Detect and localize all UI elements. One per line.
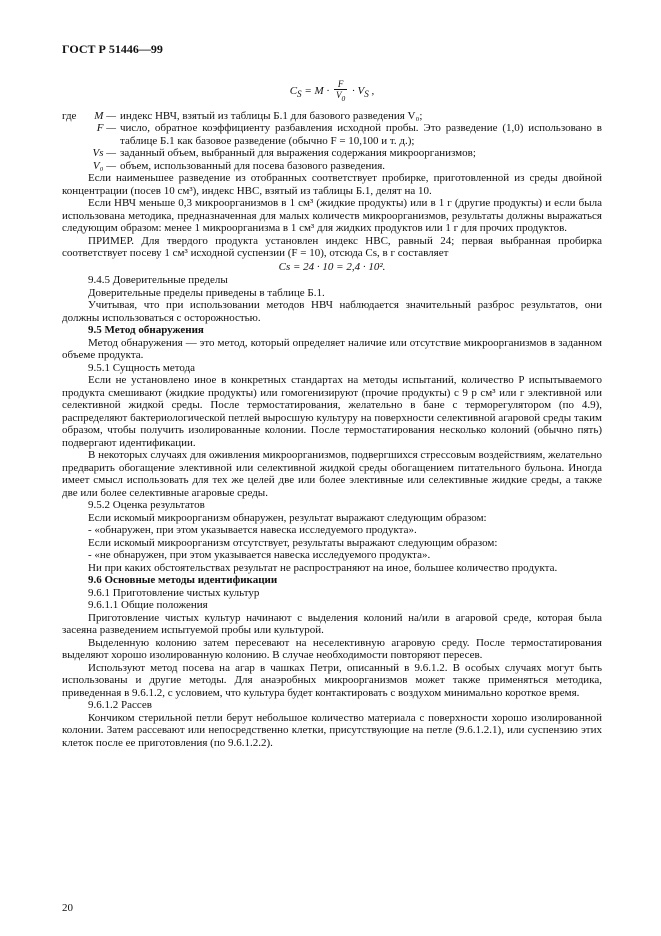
section-heading-9-6-1-1: 9.6.1.1 Общие положения — [88, 599, 208, 612]
formula-cs: $C_S = M$ · $\frac{F}{V_0}$ · $V_S$ , — [289, 79, 375, 103]
definition-row: Vs — заданный объем, выбранный для выражения содержания микроорганизмов; — [92, 147, 476, 160]
paragraph: Используют метод посева на агар в чашках Петри, описанный в 9.6.1.2. В особых случаях могут быть использованы и другие методы. Для анаэробных микроорганизмов может также применяться методика, приведенная в 9.6.1.2, с условием, что культура будет контактировать с воздухом минимально короткое время. — [62, 661, 602, 699]
formula-example: Cs = 24 · 10 = 2,4 · 10². — [278, 260, 386, 273]
paragraph: Если искомый микроорганизм обнаружен, результат выражают следующим образом: — [88, 511, 487, 524]
section-heading-9-6: 9.6 Основные методы идентификации — [88, 574, 278, 587]
paragraph: Если искомый микроорганизм отсутствует, результаты выражают следующим образом: — [88, 536, 498, 549]
variable-definitions — [62, 110, 602, 173]
section-heading-9-6-1-2: 9.6.1.2 Рассев — [88, 699, 152, 712]
section-heading-9-4-5: 9.4.5 Доверительные пределы — [88, 274, 228, 287]
fraction: $\frac{F}{V_0}$ — [335, 79, 346, 103]
paragraph: Кончиком стерильной петли берут небольшое количество материала с поверхности хорошо изолированной колонии. Затем рассевают или непосредственно клетки, присутствующие на петле (9.6.1.2.1), или суспензию этих клеток после ее приготовления (по 9.6.1.2.2). — [62, 711, 602, 749]
paragraph: Если НВЧ меньше 0,3 микроорганизмов в 1 см³ (жидкие продукты) или в 1 г (другие продукты) и если была использована методика, предназначенная для малых количеств микроорганизмов, результаты должны выражаться следующим образом: менее 1 микроорганизма в 1 см³ для жидких продуктов или 1 г для прочих продуктов. — [62, 197, 602, 235]
page-number: 20 — [62, 902, 73, 914]
definition-row: V₀ — объем, использованный для посева базового разведения. — [92, 159, 386, 172]
list-item: - «не обнаружен, при этом указывается навеска исследуемого продукта». — [88, 549, 431, 562]
paragraph: Приготовление чистых культур начинают с выделения колоний на/или в агаровой среде, которая была засеяна разведением испытуемой пробы или культурой. — [62, 611, 602, 637]
paragraph: В некоторых случаях для оживления микроорганизмов, подвергшихся стрессовым воздействиям, желательно предварить обогащение элективной или селективной жидкой среды обогащением питательного бульона. Иногда имеет смысл использовать для тех же целей две или более элективные или селективные жидкие среды, а также две или более селективные агаровые среды. — [62, 449, 602, 499]
page-body — [62, 79, 602, 749]
paragraph: Доверительные пределы приведены в таблице Б.1. — [88, 286, 325, 299]
paragraph: Метод обнаружения — это метод, который определяет наличие или отсутствие микроорганизмов в заданном объеме продукта. — [62, 336, 602, 362]
paragraph: Учитывая, что при использовании методов НВЧ наблюдается значительный разброс результатов, они должны использоваться с осторожностью. — [62, 299, 602, 324]
paragraph: Если не установлено иное в конкретных стандартах на методы испытаний, количество P испытываемого продукта смешивают (жидкие продукты) или гомогенизируют (прочие продукты) с 9 p см³ или г элективной или селективной жидкой среды. После термостатирования, желательно в бане с терморегулятором (по 4.9), распределяют бактериологической петлей выросшую культуру на поверхности селективной агаровой среды таким образом, чтобы получить изолированные колонии. После термостатирования несколько колоний (обычно пять) подвергают идентификации. — [62, 374, 602, 449]
section-heading-9-5-2: 9.5.2 Оценка результатов — [88, 499, 205, 512]
paragraph: Если наименьшее разведение из отобранных соответствует пробирке, приготовленной из среды двойной концентрации (посев 10 см³), индекс НВС, взятый из таблицы Б.1, делят на 10. — [62, 172, 602, 197]
list-item: - «обнаружен, при этом указывается навеска исследуемого продукта». — [88, 524, 417, 537]
section-heading-9-5-1: 9.5.1 Сущность метода — [88, 361, 196, 374]
paragraph: Выделенную колонию затем пересевают на неселективную агаровую среду. После термостатирования выделяют хорошо изолированную колонию. В случае необходимости повторяют пересев. — [62, 636, 602, 662]
section-heading-9-5: 9.5 Метод обнаружения — [88, 324, 204, 337]
definition-row: F — число, обратное коэффициенту разбавления исходной пробы. Это разведение (1,0) использовано в таблице Б.1 как базовое разведение (обычно F = 10,100 и т. д.); — [96, 122, 602, 147]
paragraph: Ни при каких обстоятельствах результат не распространяют на иное, большее количество продукта. — [88, 561, 558, 574]
example-paragraph: ПРИМЕР. Для твердого продукта установлен индекс НВС, равный 24; первая выбранная пробирка соответствует посеву 1 см³ исходной суспензии (F = 10), отсюда Cs, в г составляет — [62, 234, 602, 260]
section-heading-9-6-1: 9.6.1 Приготовление чистых культур — [88, 586, 260, 599]
definition-row: где M — индекс НВЧ, взятый из таблицы Б.1 для базового разведения V₀; — [62, 109, 423, 122]
document-header: ГОСТ Р 51446—99 — [62, 42, 163, 56]
